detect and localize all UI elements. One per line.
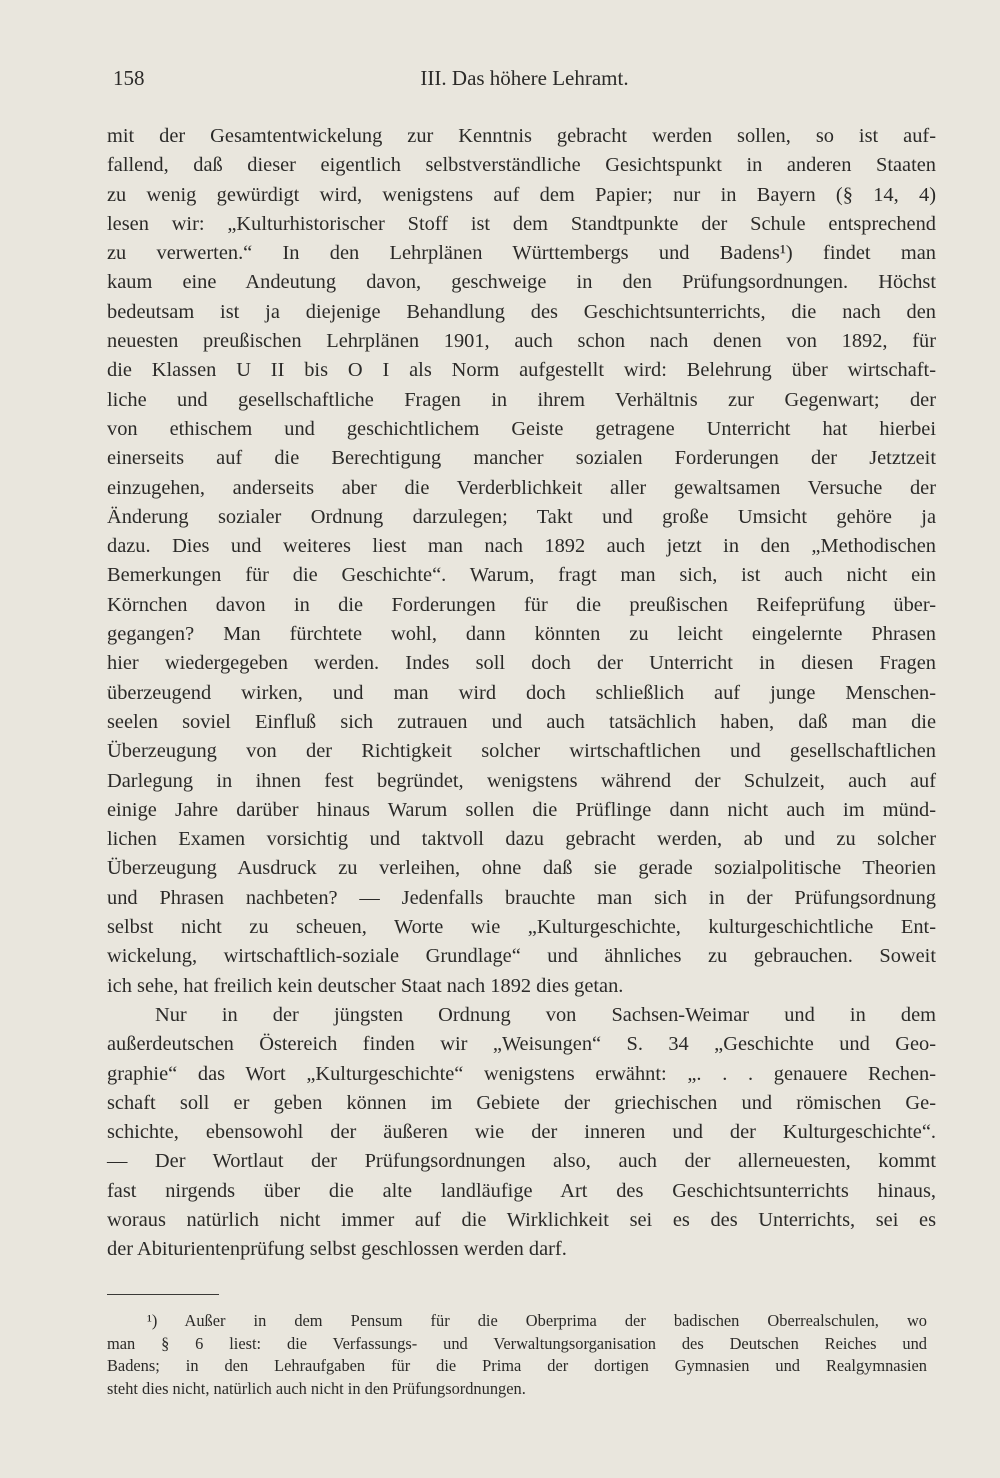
footnote-separator (107, 1294, 219, 1295)
footnote (107, 1310, 927, 1400)
paragraph1-line: bedeutsam ist ja diejenige Behandlung des Geschichtsunterrichts, die nach den (107, 300, 936, 323)
paragraph1-line: von ethischem und geschichtlichem Geiste getragene Unterricht hat hierbei (107, 417, 936, 440)
paragraph1-line: seelen soviel Einfluß sich zutrauen und auch tatsächlich haben, daß man die (107, 710, 936, 733)
paragraph1-line: fallend, daß dieser eigentlich selbstverständliche Gesichtspunkt in anderen Staaten (107, 154, 936, 177)
paragraph-2 (107, 1001, 936, 1265)
body-text (107, 122, 936, 1265)
paragraph2-line: der Abiturientenprüfung selbst geschlossen werden darf. (107, 1238, 567, 1261)
paragraph1-line: zu verwerten.“ In den Lehrplänen Württembergs und Badens¹) findet man (107, 242, 936, 265)
paragraph1-line: zu wenig gewürdigt wird, wenigstens auf dem Papier; nur in Bayern (§ 14, 4) (107, 183, 936, 206)
paragraph1-line: überzeugend wirken, und man wird doch schließlich auf junge Menschen- (107, 681, 936, 704)
paragraph1-line: die Klassen U II bis O I als Norm aufgestellt wird: Belehrung über wirtschaft- (107, 359, 936, 382)
paragraph1-line: lesen wir: „Kulturhistorischer Stoff ist dem Standtpunkte der Schule entsprechend (107, 212, 936, 235)
paragraph1-line: Überzeugung von der Richtigkeit solcher wirtschaftlichen und gesellschaftlichen (107, 740, 936, 763)
paragraph-1 (107, 122, 936, 1001)
page-number: 158 (113, 66, 145, 90)
footnote-line: Badens; in den Lehraufgaben für die Prima der dortigen Gymnasien und Realgymnasien (107, 1356, 927, 1375)
paragraph1-line: hier wiedergegeben werden. Indes soll doch der Unterricht in diesen Fragen (107, 652, 936, 675)
paragraph1-line: einzugehen, anderseits aber die Verderblichkeit aller gewaltsamen Versuche der (107, 476, 936, 499)
paragraph2-line: schichte, ebensowohl der äußeren wie der inneren und der Kulturgeschichte“. (107, 1121, 936, 1144)
paragraph1-line: kaum eine Andeutung davon, geschweige in den Prüfungsordnungen. Höchst (107, 271, 936, 294)
paragraph2-line: außerdeutschen Östereich finden wir „Weisungen“ S. 34 „Geschichte und Geo- (107, 1033, 936, 1056)
paragraph1-line: einige Jahre darüber hinaus Warum sollen die Prüflinge dann nicht auch im münd- (107, 798, 936, 821)
paragraph1-line: selbst nicht zu scheuen, Worte wie „Kulturgeschichte, kulturgeschichtliche Ent- (107, 916, 936, 939)
paragraph1-line: Darlegung in ihnen fest begründet, wenigstens während der Schulzeit, auch auf (107, 769, 936, 792)
paragraph1-line: Überzeugung Ausdruck zu verleihen, ohne daß sie gerade sozialpolitische Theorien (107, 857, 936, 880)
paragraph2-line: woraus natürlich nicht immer auf die Wirklichkeit sei es des Unterrichts, sei es (107, 1208, 936, 1231)
paragraph2-line: fast nirgends über die alte landläufige Art des Geschichtsunterrichts hinaus, (107, 1179, 936, 1202)
paragraph1-line: und Phrasen nachbeten? — Jedenfalls brauchte man sich in der Prüfungsordnung (107, 886, 936, 909)
paragraph2-line: — Der Wortlaut der Prüfungsordnungen also, auch der allerneuesten, kommt (107, 1150, 936, 1173)
paragraph1-line: einerseits auf die Berechtigung mancher sozialen Forderungen der Jetztzeit (107, 447, 936, 470)
page-header (113, 66, 936, 102)
footnote-line: man § 6 liest: die Verfassungs- und Verwaltungsorganisation des Deutschen Reiches und (107, 1333, 927, 1353)
paragraph1-line: dazu. Dies und weiteres liest man nach 1892 auch jetzt in den „Methodischen (107, 535, 936, 558)
paragraph1-line: Bemerkungen für die Geschichte“. Warum, fragt man sich, ist auch nicht ein (107, 564, 936, 587)
paragraph1-line: Körnchen davon in die Forderungen für die preußischen Reifeprüfung über- (107, 593, 936, 616)
paragraph2-line: schaft soll er geben können im Gebiete der griechischen und römischen Ge- (107, 1091, 936, 1114)
paragraph1-line: Änderung sozialer Ordnung darzulegen; Takt und große Umsicht gehöre ja (107, 505, 936, 528)
paragraph1-line: liche und gesellschaftliche Fragen in ihrem Verhältnis zur Gegenwart; der (107, 388, 936, 411)
footnote-line: steht dies nicht, natürlich auch nicht in den Prüfungsordnungen. (107, 1378, 526, 1398)
paragraph1-line: mit der Gesamtentwickelung zur Kenntnis gebracht werden sollen, so ist auf- (107, 125, 936, 147)
footnote-line: ¹) Außer in dem Pensum für die Oberprima der badischen Oberrealschulen, wo (147, 1311, 927, 1330)
paragraph1-line: neuesten preußischen Lehrplänen 1901, auch schon nach denen von 1892, für (107, 330, 936, 353)
paragraph2-line: graphie“ das Wort „Kulturgeschichte“ wenigstens erwähnt: „. . . genauere Rechen- (107, 1062, 936, 1085)
paragraph1-line: gegangen? Man fürchtete wohl, dann könnten zu leicht eingelernte Phrasen (107, 623, 936, 646)
paragraph1-line: ich sehe, hat freilich kein deutscher Staat nach 1892 dies getan. (107, 974, 624, 997)
paragraph2-line: Nur in der jüngsten Ordnung von Sachsen-Weimar und in dem (155, 1003, 936, 1026)
running-title: III. Das höhere Lehramt. (420, 66, 629, 90)
paragraph1-line: wickelung, wirtschaftlich-soziale Grundlage“ und ähnliches zu gebrauchen. Soweit (107, 945, 936, 968)
paragraph1-line: lichen Examen vorsichtig und taktvoll dazu gebracht werden, ab und zu solcher (107, 828, 936, 851)
